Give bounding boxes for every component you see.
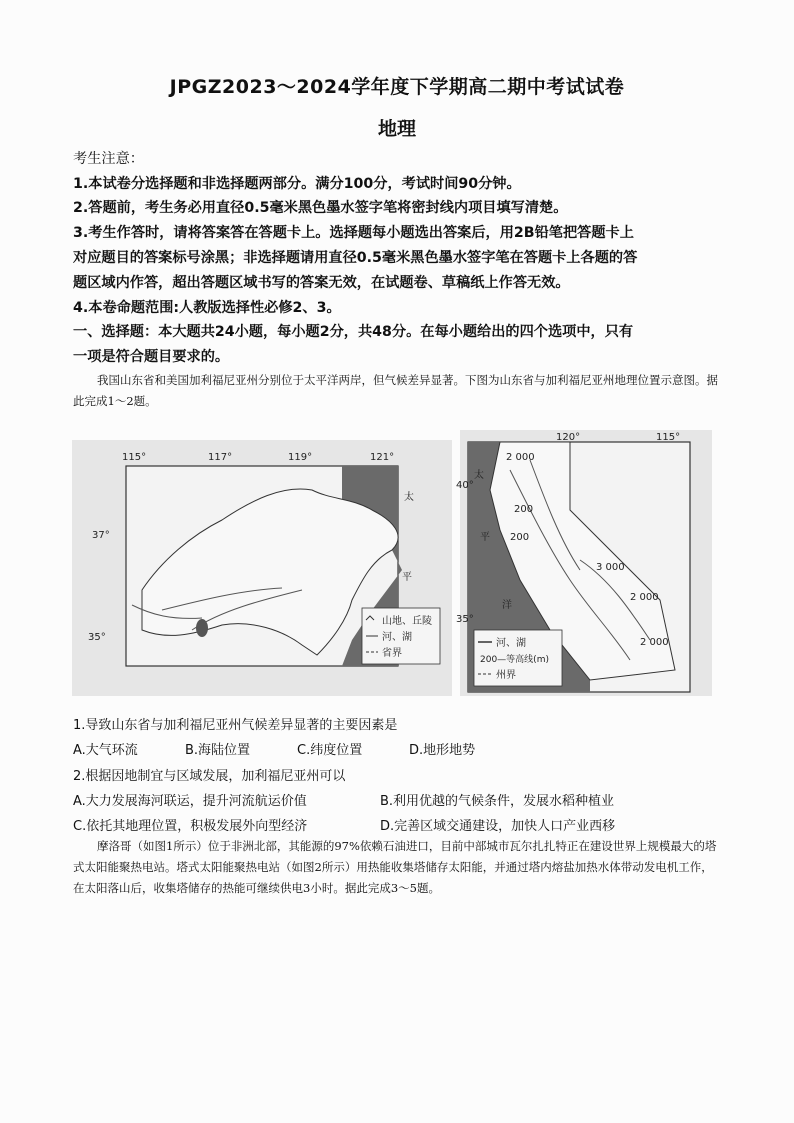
lat-35: 35° (88, 632, 106, 643)
exam-title: JPGZ2023～2024学年度下学期高二期中考试试卷 (169, 76, 625, 98)
notice-heading: 考生注意： (73, 151, 144, 167)
q1-option-b: B.海陆位置 (185, 743, 251, 758)
contour-3: 200 (510, 532, 530, 543)
legend-border: 省界 (382, 648, 402, 659)
lon-117: 117° (208, 452, 233, 463)
sea-char-2: 平 (402, 572, 412, 583)
subject-title: 地理 (377, 118, 416, 140)
q1-option-c: C.纬度位置 (297, 743, 363, 758)
sea-char-2: 平 (480, 532, 490, 543)
lon-120: 120° (556, 432, 581, 443)
notice-item-1: 1.本试卷分选择题和非选择题两部分。满分100分，考试时间90分钟。 (73, 176, 521, 192)
california-map-svg (456, 430, 712, 696)
sea-char-1: 太 (404, 492, 414, 503)
lat-40: 40° (456, 480, 474, 491)
question-2-stem: 2.根据因地制宜与区域发展，加利福尼亚州可以 (73, 769, 346, 784)
q2-option-d: D.完善区域交通建设，加快人口产业西移 (380, 819, 616, 834)
q2-option-a: A.大力发展海河联运，提升河流航运价值 (73, 794, 307, 809)
legend-contour: 200—等高线(m) (480, 655, 549, 665)
notice-item-2: 2.答题前，考生务必用直径0.5毫米黑色墨水签字笔将密封线内项目填写清楚。 (73, 200, 568, 216)
lon-115: 115° (656, 432, 681, 443)
lat-35: 35° (456, 614, 474, 625)
legend-state-border: 州界 (496, 670, 516, 681)
notice-item-3c: 题区域内作答，超出答题区域书写的答案无效，在试题卷、草稿纸上作答无效。 (73, 275, 570, 291)
contour-2: 200 (514, 504, 534, 515)
legend-river: 河、湖 (382, 632, 412, 643)
q2-option-c: C.依托其地理位置，积极发展外向型经济 (73, 819, 308, 834)
contour-5: 2 000 (630, 592, 659, 603)
shandong-map (72, 440, 452, 696)
q1-option-d: D.地形地势 (409, 743, 476, 758)
sea-char-3: 洋 (502, 600, 512, 611)
contour-4: 3 000 (596, 562, 625, 573)
q1-option-a: A.大气环流 (73, 743, 138, 758)
legend-river: 河、湖 (496, 638, 526, 649)
section-heading-line1: 一、选择题：本大题共24小题，每小题2分，共48分。在每小题给出的四个选项中，只有 (73, 324, 634, 340)
contour-1: 2 000 (506, 452, 535, 463)
question-1-stem: 1.导致山东省与加利福尼亚州气候差异显著的主要因素是 (73, 718, 398, 733)
sea-char-1: 太 (474, 470, 484, 481)
lat-37: 37° (92, 530, 110, 541)
shandong-map-svg (72, 440, 452, 696)
contour-6: 2 000 (640, 637, 669, 648)
lon-121: 121° (370, 452, 395, 463)
section-heading-line2: 一项是符合题目要求的。 (73, 349, 230, 365)
notice-item-3: 3.考生作答时，请将答案答在答题卡上。选择题每小题选出答案后，用2B铅笔把答题卡上 (73, 225, 634, 241)
q2-option-b: B.利用优越的气候条件，发展水稻种植业 (380, 794, 615, 809)
lon-119: 119° (288, 452, 313, 463)
notice-item-4: 4.本卷命题范围:人教版选择性必修2、3。 (73, 300, 341, 316)
legend-mountain: 山地、丘陵 (382, 616, 432, 627)
passage-2: 摩洛哥（如图1所示）位于非洲北部，其能源的97%依赖石油进口，目前中部城市瓦尔扎扎特正在建设世界上规模最大的塔式太阳能聚热电站。塔式太阳能聚热电站（如图2所示）用热能收集塔储存太阳能，并通过塔内熔盐加热水体带动发电机工作，在太阳落山后，收集塔储存的热能可继续供电3小时。据此完成3～5题。 (73, 839, 717, 895)
lon-115: 115° (122, 452, 147, 463)
california-map (456, 430, 712, 696)
passage-1: 我国山东省和美国加利福尼亚州分别位于太平洋两岸，但气候差异显著。下图为山东省与加利福尼亚州地理位置示意图。据此完成1～2题。 (73, 373, 718, 408)
notice-item-3b: 对应题目的答案标号涂黑；非选择题请用直径0.5毫米黑色墨水签字笔在答题卡上各题的答 (73, 250, 638, 266)
